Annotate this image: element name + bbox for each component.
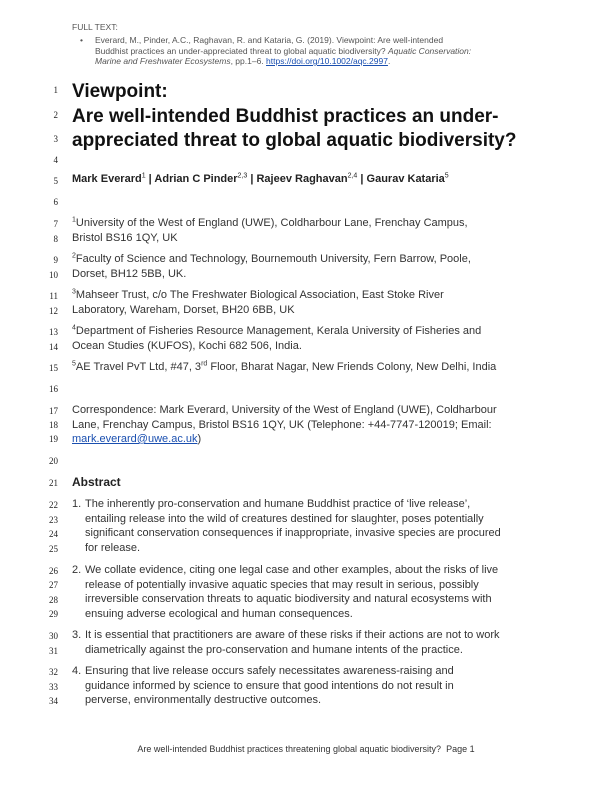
line-number: 18 [49,420,58,430]
line-number: 30 [49,631,58,641]
affiliation: $^2$Faculty of Science and Technology, Bournemouth University, Fern Barrow, Poole, Dorset, BH12 5BB, UK. [72,252,471,280]
affiliation: $^1$University of the West of England (UWE), Coldharbour Lane, Frenchay Campus, Bristol BS16 1QY, UK [72,216,468,244]
line-number: 7 [53,219,58,229]
citation-line3: Marine and Freshwater Ecosystems, pp.1–6. https://doi.org/10.1002/aqc.2997. [95,56,391,66]
author-name: Rajeev Raghavan [256,173,348,185]
line-number: 2 [53,110,58,120]
affiliation: $^3$Mahseer Trust, c/o The Freshwater Biological Association, East Stoke River Laboratory, Wareham, Dorset, BH20 6BB, UK [72,288,444,316]
author-name: Mark Everard [72,173,142,185]
correspondence: Correspondence: Mark Everard, University of the West of England (UWE), Coldharbour Lane, Frenchay Campus, Bristol BS16 1QY, UK (Telephone: +44-7747-120019; Email: mark.everard@uwe.ac.uk) [72,404,497,445]
line-number: 23 [49,515,58,525]
line-number: 32 [49,667,58,677]
line-number: 5 [53,176,58,186]
line-number: 3 [53,134,58,144]
line-number: 9 [53,255,58,265]
line-number: 1 [53,85,58,95]
line-number: 11 [49,291,58,301]
line-number: 6 [53,197,58,207]
line-number: 22 [49,500,58,510]
author-name: Gaurav Kataria [366,173,445,185]
line-number: 4 [53,155,58,165]
author-name: Adrian C Pinder [154,173,238,185]
line-number: 21 [49,478,58,488]
line-number: 31 [49,646,58,656]
page-number: Page 1 [446,744,475,754]
line-number: 26 [49,566,58,576]
line-number: 10 [49,270,58,280]
line-number: 13 [49,327,58,337]
abstract-heading: Abstract [72,475,121,489]
line-number: 19 [49,434,58,444]
line-number: 12 [49,306,58,316]
line-number: 27 [49,580,58,590]
title-line2: appreciated threat to global aquatic biodiversity? [72,130,517,151]
email-link[interactable]: mark.everard@uwe.ac.uk [72,433,198,445]
citation-bullet: • [80,35,83,45]
line-number: 20 [49,456,58,466]
page-footer [0,744,612,754]
author-list: Mark Everard$^1$ | Adrian C Pinder$^{2,3}$ | Rajeev Raghavan$^{2,4}$ | Gaurav Kataria$^5$ [72,172,449,185]
line-number: 25 [49,544,58,554]
title-line1: Are well-intended Buddhist practices an under- [72,106,499,127]
line-number: 34 [49,696,58,706]
line-number: 28 [49,595,58,605]
footer-running-title: Are well-intended Buddhist practices threatening global aquatic biodiversity? [137,744,442,754]
abstract-item: 3. It is essential that practitioners are aware of these risks if their actions are not to work diametrically against the pro-conservation and humane intents of the practice. [72,629,500,656]
citation-line1: Everard, M., Pinder, A.C., Raghavan, R. and Kataria, G. (2019). Viewpoint: Are well-intended [95,35,444,45]
line-number: 33 [49,682,58,692]
viewpoint-heading: Viewpoint: [72,81,168,102]
abstract-item: 4. Ensuring that live release occurs safely necessitates awareness-raising and guidance informed by science to ensure that good intentions do not result in perverse, environmentally destructive outcomes. [72,665,454,706]
fulltext-label: FULL TEXT: [72,22,118,32]
line-number: 8 [53,234,58,244]
line-number: 15 [49,363,58,373]
affiliation: $^4$Department of Fisheries Resource Management, Kerala University of Fisheries and Ocean Studies (KUFOS), Kochi 682 506, India. [72,324,482,352]
citation-block [95,35,555,67]
line-number: 29 [49,609,58,619]
affiliation: $^5$AE Travel PvT Ltd, #47, 3rd Floor, Bharat Nagar, New Friends Colony, New Delhi, India [72,360,497,373]
journal-name: Aquatic Conservation: [387,45,472,56]
abstract-item: 1. The inherently pro-conservation and humane Buddhist practice of ‘live release’, entailing release into the wild of creatures destined for slaughter, poses potentially significant conservation consequences if inappropriate, invasive species are procured for release. [72,498,501,554]
page-title [72,105,516,153]
abstract-item: 2. We collate evidence, citing one legal case and other examples, about the risks of live release of potentially invasive aquatic species that may result in serious, possibly irreversible conservation threats to aquatic biodiversity and natural ecosystems with ensuing adverse ecological and human consequences. [72,564,499,620]
citation-line2: Buddhist practices an under-appreciated threat to global aquatic biodiversity? Aquatic Conservation: [95,45,472,56]
line-number: 16 [49,384,58,394]
line-number: 17 [49,406,58,416]
line-number: 24 [49,529,58,539]
line-number: 14 [49,342,58,352]
doi-link[interactable]: https://doi.org/10.1002/aqc.2997 [266,56,388,66]
